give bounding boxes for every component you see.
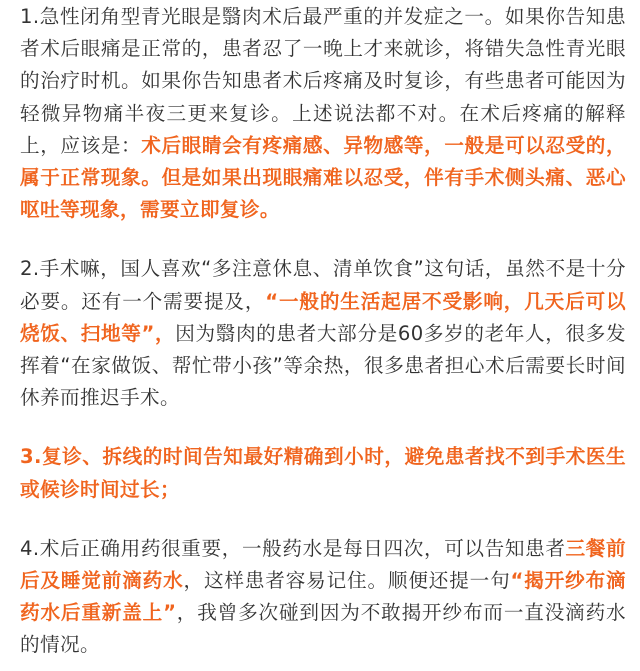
paragraph-2 (20, 253, 626, 414)
paragraph-4 (20, 533, 626, 662)
paragraph-1-highlight: 术后眼睛会有疼痛感、异物感等，一般是可以忍受的，属于正常现象。但是如果出现眼痛难以忍受，伴有手术侧头痛、恶心呕吐等现象，需要立即复诊。 (20, 133, 626, 222)
paragraph-4-highlight-b: “揭开纱布滴药水后重新盖上” (20, 569, 626, 625)
paragraph-4-text-c: ，我曾多次碰到因为不敢揭开纱布而一直没滴药水的情况。 (20, 601, 627, 657)
paragraph-2-text-b: 因为翳肉的患者大部分是60多岁的老年人，很多发挥着“在家做饭、帮忙带小孩”等余热，很多患者担心术后需要长时间休养而推迟手术。 (20, 321, 627, 410)
paragraph-3 (20, 441, 626, 505)
paragraph-4-text-b: ，这样患者容易记住。顺便还提一句 (183, 569, 511, 593)
paragraph-4-highlight-a: 三餐前后及睡觉前滴药水 (20, 536, 626, 593)
paragraph-2-text-a: 2.手术嘛，国人喜欢“多注意休息、清单饮食”这句话，虽然不是十分必要。还有一个需要提及， (20, 257, 626, 313)
paragraph-1 (20, 1, 626, 226)
paragraph-4-text-a: 4.术后正确用药很重要，一般药水是每日四次，可以告知患者 (20, 536, 566, 560)
paragraph-3-highlight: 3.复诊、拆线的时间告知最好精确到小时，避免患者找不到手术医生或候诊时间过长； (20, 445, 626, 501)
paragraph-1-text: 1.急性闭角型青光眼是翳肉术后最严重的并发症之一。如果你告知患者术后眼痛是正常的，患者忍了一晚上才来就诊，将错失急性青光眼的治疗时机。如果你告知患者术后疼痛及时复诊，有些患者可能因为轻微异物痛半夜三更来复诊。上述说法都不对。在术后疼痛的解释上，应该是： (20, 5, 626, 157)
paragraph-2-highlight: “一般的生活起居不受影响，几天后可以烧饭、扫地等”， (20, 289, 626, 345)
